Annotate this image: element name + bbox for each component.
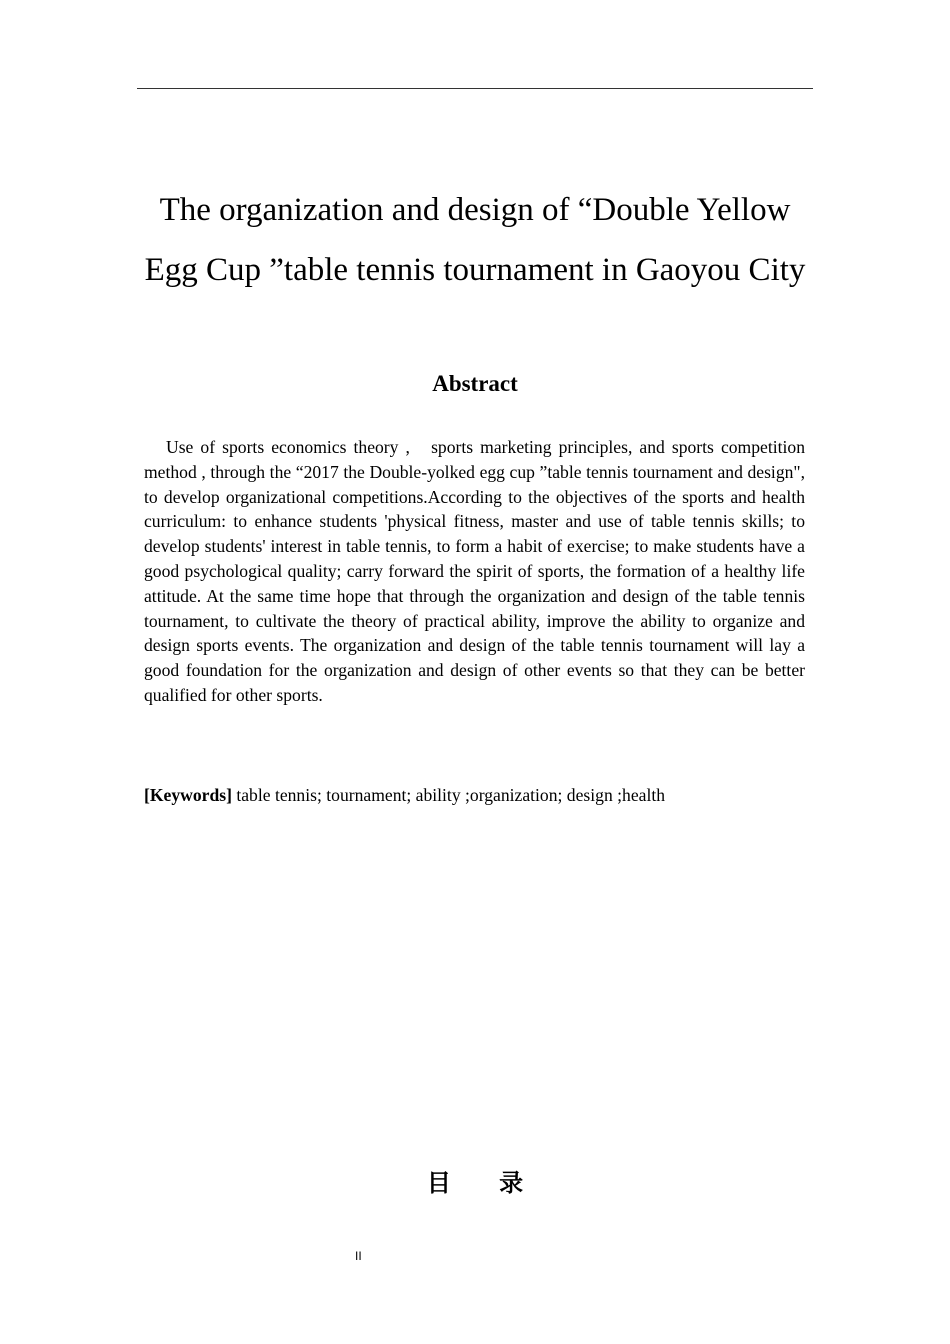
abstract-body: Use of sports economics theory , sports marketing principles, and sports competition method , through the “2017 the Double-yolked egg cup ”table tennis tournament and design", to develop organizational competitions.According to the objectives of the sports and health curriculum: to enhance students 'physical fitness, master and use of table tennis skills; to develop students' interest in table tennis, to form a habit of exercise; to make students have a good psychological quality; carry forward the spirit of sports, the formation of a healthy life attitude. At the same time hope that through the organization and design of the table tennis tournament, to cultivate the theory of practical ability, improve the ability to organize and design sports events. The organization and design of the table tennis tournament will lay a good foundation for the organization and design of other events so that they can be better qualified for other sports. [144,437,805,705]
page-title: The organization and design of “Double Yellow Egg Cup ”table tennis tournament in Gaoyou City [144,192,806,288]
page-number: II [355,1249,362,1263]
abstract-heading: Abstract [432,371,518,396]
header-rule [137,88,813,89]
keywords-label: [Keywords] [144,785,232,805]
keywords-line [144,783,805,808]
toc-heading: 目 录 [426,1169,524,1197]
keywords-text: table tennis; tournament; ability ;organization; design ;health [231,785,666,805]
